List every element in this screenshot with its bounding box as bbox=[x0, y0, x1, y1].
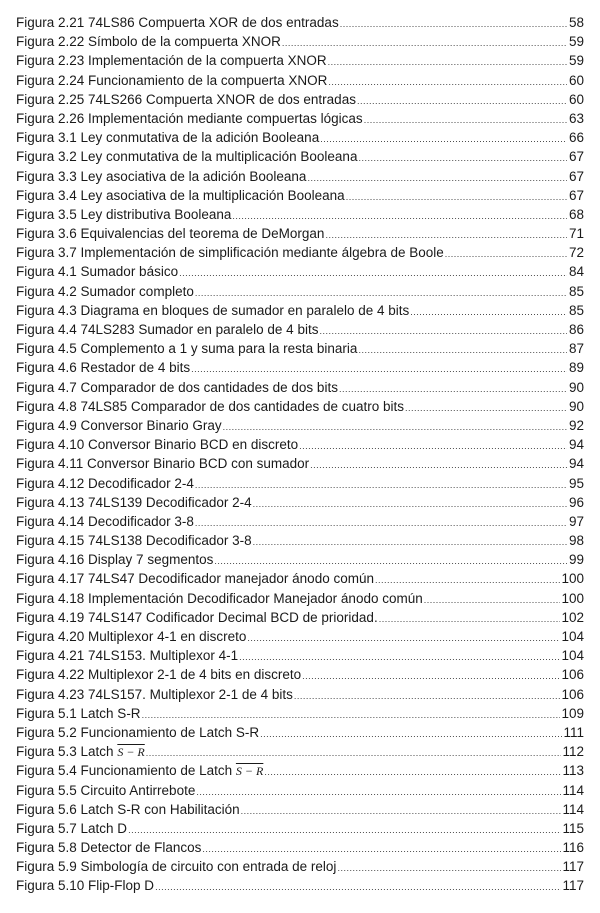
figure-title bbox=[16, 589, 423, 608]
figure-title-text: Figura 2.21 74LS86 Compuerta XOR de dos entradas bbox=[16, 15, 339, 30]
figure-title bbox=[16, 262, 178, 281]
dot-leader bbox=[405, 399, 567, 418]
latch-overbar-notation: S − R bbox=[117, 745, 145, 760]
figure-title-text: Figura 4.23 74LS157. Multiplexor 2-1 de 4 bits bbox=[16, 686, 293, 702]
figure-title bbox=[16, 301, 409, 320]
page-number: 92 bbox=[568, 417, 584, 433]
toc-entry bbox=[16, 781, 584, 800]
dot-leader bbox=[294, 687, 561, 706]
figure-title bbox=[16, 397, 404, 416]
figure-title bbox=[16, 608, 378, 627]
page-number: 98 bbox=[568, 533, 584, 549]
figure-title-text: Figura 5.1 Latch S-R bbox=[16, 705, 141, 721]
page-number: 85 bbox=[568, 302, 584, 318]
toc-entry bbox=[16, 493, 584, 512]
toc-entry bbox=[16, 454, 584, 473]
page-number: 97 bbox=[568, 513, 584, 529]
figure-title-text: Figura 4.2 Sumador completo bbox=[16, 283, 194, 299]
figure-title-text: Figura 4.22 Multiplexor 2-1 de 4 bits en discreto bbox=[16, 667, 302, 683]
figure-title bbox=[16, 109, 363, 128]
figure-title bbox=[16, 339, 357, 358]
dot-leader bbox=[364, 111, 567, 130]
figure-title bbox=[16, 761, 263, 781]
figure-title bbox=[16, 512, 194, 531]
figure-title-text: Figura 5.5 Circuito Antirrebote bbox=[16, 782, 196, 798]
toc-entry bbox=[16, 531, 584, 550]
page-number: 86 bbox=[568, 322, 584, 337]
figure-title bbox=[16, 627, 246, 646]
toc-entry bbox=[16, 512, 584, 531]
figure-title-text: Figura 3.1 Ley conmutativa de la adición Booleana bbox=[16, 130, 320, 146]
page-number: 66 bbox=[568, 130, 584, 146]
figure-title bbox=[16, 90, 356, 109]
page-number: 109 bbox=[561, 705, 584, 721]
toc-entry bbox=[16, 167, 584, 186]
figure-title bbox=[16, 819, 127, 838]
toc-entry bbox=[16, 109, 584, 128]
page-number: 115 bbox=[562, 820, 584, 836]
dot-leader bbox=[247, 629, 560, 648]
page-number: 68 bbox=[568, 206, 584, 222]
dot-leader bbox=[340, 15, 567, 34]
toc-entry bbox=[16, 339, 584, 358]
toc-entry bbox=[16, 147, 584, 166]
figure-title bbox=[16, 781, 195, 800]
figure-title-text: Figura 5.2 Funcionamiento de Latch S-R bbox=[16, 724, 260, 740]
figure-title-text: Figura 4.18 Implementación Decodificador Manejador ánodo común bbox=[16, 590, 423, 606]
dot-leader bbox=[179, 264, 567, 283]
page-number: 100 bbox=[561, 590, 584, 606]
figure-title-text: Figura 4.19 74LS147 Codificador Decimal BCD de prioridad. bbox=[16, 609, 378, 625]
figure-title-text: Figura 4.8 74LS85 Comparador de dos cantidades de cuatro bits bbox=[16, 398, 404, 414]
figure-title-text: Figura 3.4 Ley asociativa de la multiplicación Booleana bbox=[16, 187, 345, 203]
figure-title bbox=[16, 704, 141, 723]
figure-title bbox=[16, 685, 293, 704]
figure-title bbox=[16, 474, 194, 493]
toc-entry bbox=[16, 282, 584, 301]
page-number: 113 bbox=[562, 763, 584, 779]
page-number: 90 bbox=[568, 379, 584, 395]
figure-title bbox=[16, 32, 281, 51]
dot-leader bbox=[328, 73, 567, 92]
figure-title bbox=[16, 531, 252, 550]
toc-entry bbox=[16, 435, 584, 454]
toc-entry bbox=[16, 205, 584, 224]
toc-entry bbox=[16, 90, 584, 109]
toc-entry bbox=[16, 646, 584, 665]
dot-leader bbox=[357, 92, 567, 111]
toc-entry bbox=[16, 838, 584, 857]
dot-leader bbox=[346, 188, 567, 207]
toc-entry bbox=[16, 378, 584, 397]
page-number: 72 bbox=[568, 245, 584, 261]
latch-overbar-notation: S − R bbox=[235, 764, 264, 779]
figure-title bbox=[16, 493, 252, 512]
figure-title-text: Figura 4.20 Multiplexor 4-1 en discreto bbox=[16, 629, 247, 644]
page-number: 104 bbox=[561, 648, 584, 664]
figure-title bbox=[16, 13, 339, 32]
page-number: 117 bbox=[562, 859, 584, 875]
figure-title bbox=[16, 838, 201, 857]
figure-title bbox=[16, 205, 231, 224]
figure-title bbox=[16, 416, 222, 435]
figure-title-text: Figura 3.3 Ley asociativa de la adición Booleana bbox=[16, 168, 307, 184]
page-number: 60 bbox=[568, 91, 584, 107]
page-number: 59 bbox=[568, 34, 584, 50]
page-number: 58 bbox=[568, 15, 584, 30]
figure-title-text: Figura 4.21 74LS153. Multiplexor 4-1 bbox=[16, 648, 239, 664]
page-number: 60 bbox=[568, 72, 584, 88]
figure-title bbox=[16, 224, 324, 243]
dot-leader bbox=[445, 245, 567, 264]
toc-entry bbox=[16, 589, 584, 608]
dot-leader bbox=[310, 456, 567, 475]
toc-entry bbox=[16, 742, 584, 761]
figure-title-text: Figura 5.10 Flip-Flop D bbox=[16, 878, 155, 894]
page-number: 59 bbox=[568, 53, 584, 69]
page-number: 94 bbox=[568, 456, 584, 472]
page-number: 106 bbox=[561, 667, 584, 683]
dot-leader bbox=[253, 495, 567, 514]
toc-entry bbox=[16, 819, 584, 838]
toc-entry bbox=[16, 13, 584, 32]
figure-title-text: Figura 3.2 Ley conmutativa de la multiplicación Booleana bbox=[16, 149, 358, 165]
figure-title-text: Figura 3.5 Ley distributiva Booleana bbox=[16, 206, 232, 222]
figure-title-text: Figura 2.25 74LS266 Compuerta XNOR de dos entradas bbox=[16, 91, 356, 107]
figure-title-text: Figura 4.12 Decodificador 2-4 bbox=[16, 475, 194, 491]
toc-entry bbox=[16, 320, 584, 339]
figure-title-text: Figura 2.24 Funcionamiento de la compuerta XNOR bbox=[16, 72, 328, 88]
dot-leader bbox=[260, 725, 562, 744]
toc-entry bbox=[16, 800, 584, 819]
figure-title bbox=[16, 435, 298, 454]
page-number: 87 bbox=[568, 341, 584, 357]
figure-title-text: Figura 4.10 Conversor Binario BCD en discreto bbox=[16, 437, 299, 453]
figure-title-text: Figura 4.5 Complemento a 1 y suma para la resta binaria bbox=[16, 341, 358, 357]
toc-entry bbox=[16, 186, 584, 205]
figure-title-text: Figura 4.16 Display 7 segmentos bbox=[16, 552, 214, 568]
toc-entry bbox=[16, 51, 584, 70]
figure-title bbox=[16, 282, 194, 301]
figure-list bbox=[16, 13, 584, 896]
figure-title bbox=[16, 71, 327, 90]
page-number: 85 bbox=[568, 283, 584, 299]
page-number: 67 bbox=[568, 149, 584, 165]
dot-leader bbox=[328, 53, 567, 72]
page-number: 84 bbox=[568, 264, 584, 280]
page-number: 106 bbox=[561, 686, 584, 702]
toc-entry bbox=[16, 71, 584, 90]
figure-title-text: Figura 5.3 Latch bbox=[16, 744, 114, 760]
page-number: 116 bbox=[562, 840, 584, 856]
dot-leader bbox=[424, 591, 561, 610]
figure-title-text: Figura 4.4 74LS283 Sumador en paralelo de 4 bits bbox=[16, 322, 319, 337]
page-number: 71 bbox=[568, 226, 584, 242]
page-number: 90 bbox=[568, 398, 584, 414]
figure-title-text: Figura 4.17 74LS47 Decodificador manejador ánodo común bbox=[16, 571, 374, 587]
figure-title-text: Figura 2.23 Implementación de la compuerta XNOR bbox=[16, 53, 327, 69]
figure-title bbox=[16, 243, 444, 262]
page-number: 99 bbox=[568, 552, 584, 568]
figure-title-text: Figura 5.8 Detector de Flancos bbox=[16, 840, 202, 856]
toc-entry bbox=[16, 301, 584, 320]
page-number: 112 bbox=[562, 744, 584, 760]
figure-title-text: Figura 4.14 Decodificador 3-8 bbox=[16, 513, 194, 529]
toc-entry bbox=[16, 224, 584, 243]
dot-leader bbox=[358, 149, 567, 168]
dot-leader bbox=[337, 859, 561, 878]
page-number: 104 bbox=[561, 629, 584, 644]
toc-entry bbox=[16, 397, 584, 416]
figure-title bbox=[16, 147, 357, 166]
figure-title-text: Figura 5.4 Funcionamiento de Latch bbox=[16, 763, 233, 779]
page-number: 96 bbox=[568, 494, 584, 510]
toc-entry bbox=[16, 358, 584, 377]
figure-title bbox=[16, 320, 318, 339]
page-number: 67 bbox=[568, 168, 584, 184]
figure-title bbox=[16, 378, 338, 397]
page-number: 100 bbox=[561, 571, 584, 587]
toc-entry bbox=[16, 608, 584, 627]
figure-title-text: Figura 4.9 Conversor Binario Gray bbox=[16, 417, 222, 433]
page-number: 111 bbox=[563, 724, 584, 740]
figure-title-text: Figura 4.3 Diagrama en bloques de sumador en paralelo de 4 bits bbox=[16, 302, 410, 318]
toc-entry bbox=[16, 627, 584, 646]
page-number: 63 bbox=[568, 110, 584, 126]
dot-leader bbox=[264, 763, 561, 782]
figure-title bbox=[16, 167, 306, 186]
figure-title-text: Figura 4.13 74LS139 Decodificador 2-4 bbox=[16, 494, 252, 510]
figure-title bbox=[16, 665, 301, 684]
figure-title bbox=[16, 550, 213, 569]
dot-leader bbox=[253, 533, 567, 552]
dot-leader bbox=[379, 610, 561, 629]
toc-entry bbox=[16, 569, 584, 588]
figure-title-text: Figura 2.22 Símbolo de la compuerta XNOR bbox=[16, 34, 281, 50]
figure-title bbox=[16, 742, 145, 762]
figure-title bbox=[16, 646, 238, 665]
figure-title bbox=[16, 51, 327, 70]
toc-entry bbox=[16, 857, 584, 876]
figure-title-text: Figura 4.11 Conversor Binario BCD con sumador bbox=[16, 456, 310, 472]
page-number: 114 bbox=[562, 782, 584, 798]
toc-entry bbox=[16, 474, 584, 493]
figure-title-text: Figura 5.7 Latch D bbox=[16, 820, 128, 836]
toc-entry bbox=[16, 32, 584, 51]
toc-entry bbox=[16, 704, 584, 723]
figure-title-text: Figura 4.7 Comparador de dos cantidades de dos bits bbox=[16, 379, 338, 395]
figure-title bbox=[16, 569, 374, 588]
dot-leader bbox=[241, 802, 562, 821]
dot-leader bbox=[155, 878, 561, 897]
figure-title bbox=[16, 186, 345, 205]
figure-title-text: Figura 5.9 Simbología de circuito con entrada de reloj bbox=[16, 859, 337, 875]
page-number: 94 bbox=[568, 437, 584, 453]
dot-leader bbox=[302, 667, 560, 686]
page-number: 117 bbox=[562, 878, 584, 894]
toc-entry bbox=[16, 416, 584, 435]
toc-entry bbox=[16, 761, 584, 780]
page-number: 67 bbox=[568, 187, 584, 203]
dot-leader bbox=[196, 783, 561, 802]
figure-title-text: Figura 4.1 Sumador básico bbox=[16, 264, 179, 280]
figure-title-text: Figura 5.6 Latch S-R con Habilitación bbox=[16, 801, 240, 817]
toc-entry bbox=[16, 243, 584, 262]
toc-entry bbox=[16, 685, 584, 704]
figure-title bbox=[16, 723, 259, 742]
figure-title bbox=[16, 128, 319, 147]
dot-leader bbox=[410, 303, 567, 322]
figure-title bbox=[16, 857, 336, 876]
page-number: 102 bbox=[561, 609, 584, 625]
toc-entry bbox=[16, 550, 584, 569]
dot-leader bbox=[299, 437, 567, 456]
figure-title-text: Figura 3.7 Implementación de simplificación mediante álgebra de Boole bbox=[16, 245, 444, 261]
toc-entry bbox=[16, 262, 584, 281]
figure-title bbox=[16, 358, 190, 377]
page-number: 89 bbox=[568, 360, 584, 376]
figure-title-text: Figura 2.26 Implementación mediante compuertas lógicas bbox=[16, 110, 363, 126]
toc-entry bbox=[16, 128, 584, 147]
dot-leader bbox=[358, 341, 567, 360]
figure-title-text: Figura 4.15 74LS138 Decodificador 3-8 bbox=[16, 533, 252, 549]
dot-leader bbox=[307, 169, 567, 188]
figure-title-text: Figura 4.6 Restador de 4 bits bbox=[16, 360, 191, 376]
toc-entry bbox=[16, 876, 584, 895]
figure-title bbox=[16, 876, 154, 895]
toc-entry bbox=[16, 665, 584, 684]
page-number: 95 bbox=[568, 475, 584, 491]
toc-entry bbox=[16, 723, 584, 742]
figure-title-text: Figura 3.6 Equivalencias del teorema de DeMorgan bbox=[16, 226, 325, 242]
figure-title bbox=[16, 800, 240, 819]
figure-title bbox=[16, 454, 309, 473]
page-number: 114 bbox=[562, 801, 584, 817]
